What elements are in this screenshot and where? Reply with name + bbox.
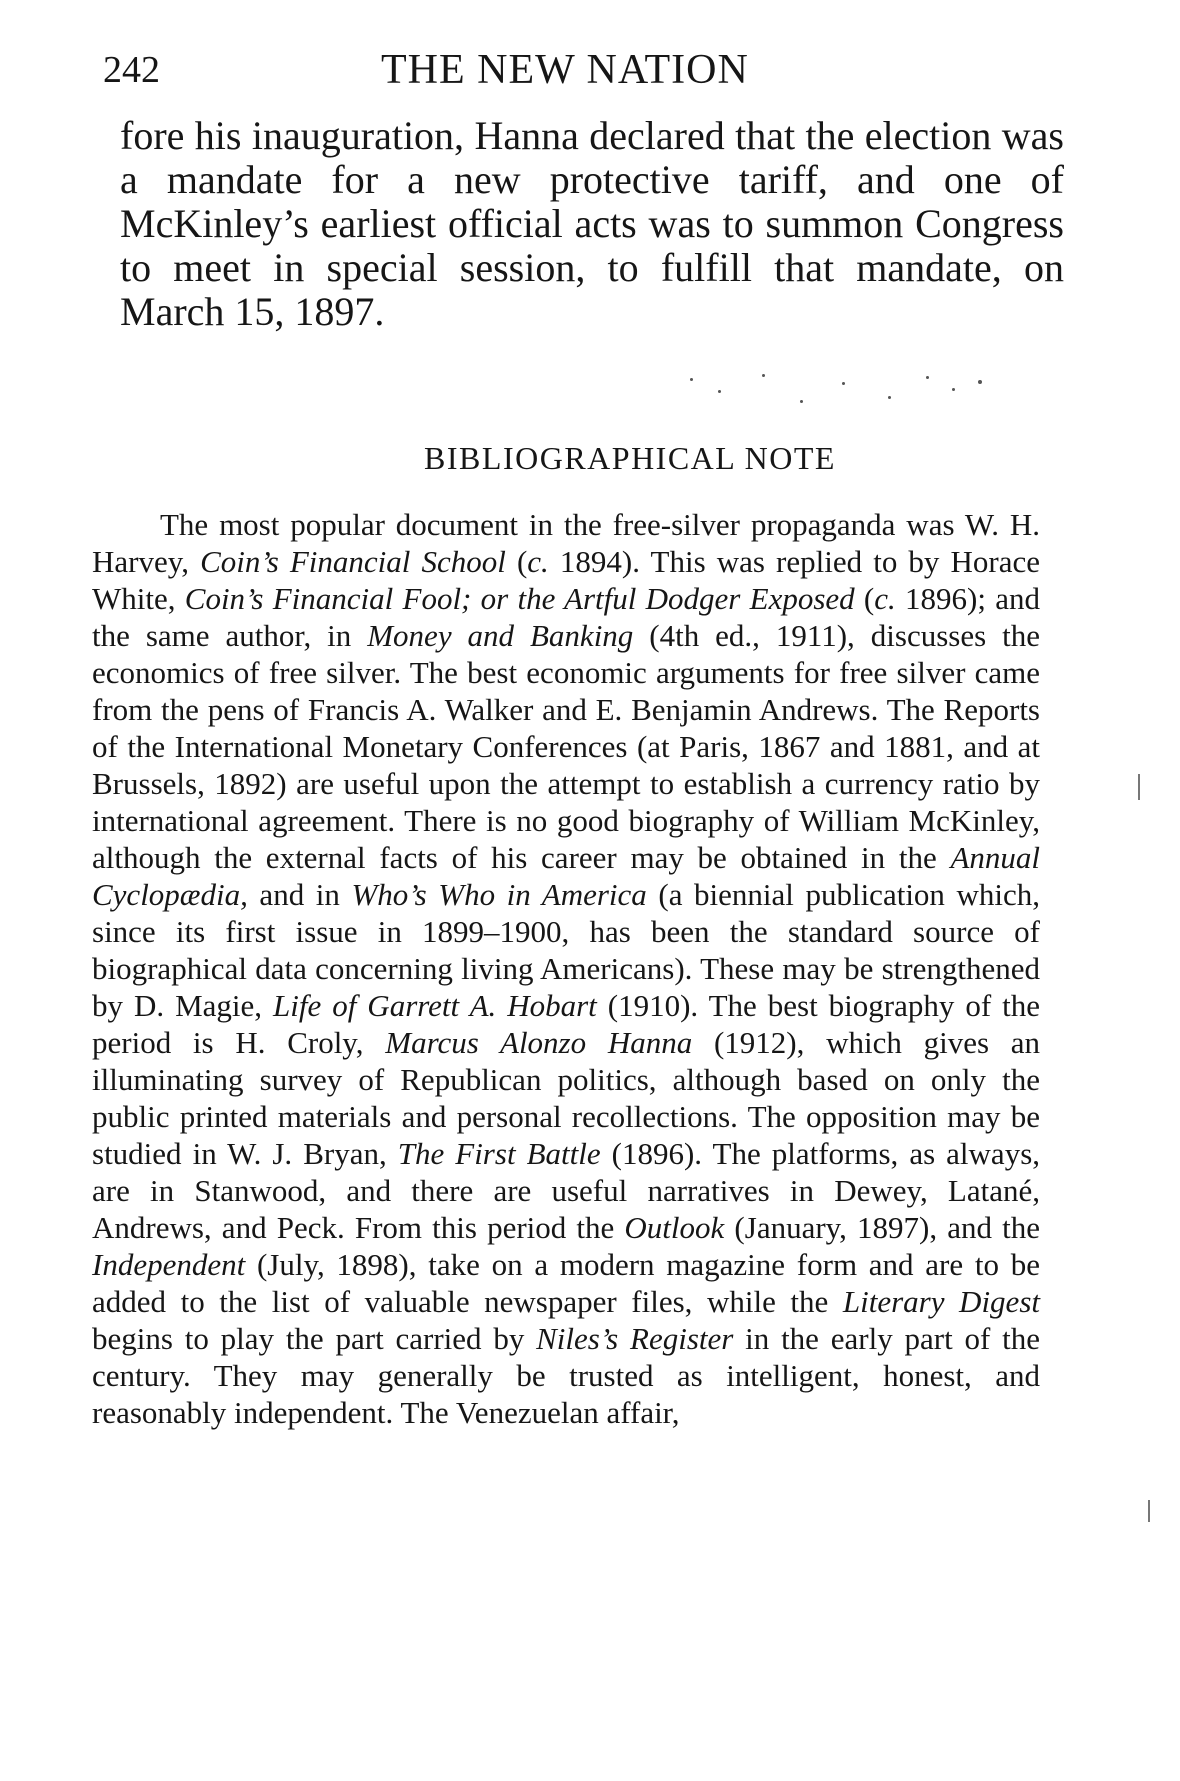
margin-mark <box>1148 1500 1150 1522</box>
text-segment: (July, 1898), take on a modern magazine form and are to be added to the list of valuable newspaper files, while the <box>92 1247 1040 1319</box>
text-segment: (1910). The best biography of the period is H. Croly, <box>92 988 1040 1060</box>
citation-title: The First Battle <box>397 1136 601 1171</box>
text-segment: (a biennial publication which, since its first issue in 1899–1900, has been the standard source of biographical data concerning living Americans). These may be strengthened by D. Magie, <box>92 877 1041 1023</box>
main-text-block <box>120 114 1064 334</box>
text-segment: ( <box>854 581 875 616</box>
citation-title: Annual Cyclopædia, <box>92 840 1040 912</box>
text-segment: begins to play the part carried by <box>92 1321 537 1356</box>
text-segment: and in <box>247 877 352 912</box>
text-segment: in the early part of the century. They may generally be trusted as intelligent, honest, and reasonably independent. The Venezuelan affair, <box>92 1321 1040 1430</box>
citation-title: c. <box>527 544 549 579</box>
citation-title: Outlook <box>624 1210 725 1245</box>
citation-title: Money and Banking <box>367 618 634 653</box>
text-segment: (1896). The platforms, as always, are in Stanwood, and there are useful narratives in Dewey, Latané, Andrews, and Peck. From this period the <box>92 1136 1041 1245</box>
text-segment: 1894). This was replied to by Horace White, <box>92 544 1041 616</box>
text-segment: (4th ed., 1911), discusses the economics of free silver. The best economic arguments for free silver came from the pens of Francis A. Walker and E. Benjamin Andrews. The Reports of the International Monetary Conferences (at Paris, 1867 and 1881, and at Brussels, 1892) are useful upon the attempt to establish a currency ratio by international agreement. There is no good biography of William McKinley, although the external facts of his career may be obtained in the <box>92 618 1040 875</box>
citation-title: Independent <box>92 1247 246 1282</box>
margin-mark <box>1138 774 1140 800</box>
citation-title: Life of Garrett A. Hobart <box>273 988 597 1023</box>
citation-title: Who’s Who in America <box>351 877 647 912</box>
page-header <box>103 46 1023 94</box>
text-segment: (January, 1897), and the <box>724 1210 1041 1245</box>
citation-title: Coin’s Financial Fool; or the Artful Dodger Exposed <box>184 581 855 616</box>
section-heading <box>0 438 1180 478</box>
text-segment: ( <box>505 544 528 579</box>
bibliography-block <box>92 506 1040 1431</box>
bibliography-paragraph <box>92 506 1040 1431</box>
running-head: THE NEW NATION <box>381 47 749 93</box>
text-segment: (1912), which gives an illuminating survey of Republican politics, although based on only the public printed materials and personal recollections. The opposition may be studied in W. J. Bryan, <box>92 1025 1041 1171</box>
scan-speckles <box>690 370 1090 420</box>
page-number: 242 <box>103 49 160 91</box>
citation-title: Literary Digest <box>842 1284 1040 1319</box>
section-heading-text: BIBLIOGRAPHICAL NOTE <box>424 440 836 476</box>
main-paragraph: fore his inauguration, Hanna declared that the election was a mandate for a new protective tariff, and one of McKinley’s earliest official acts was to summon Congress to meet in special session, to fulfill that mandate, on March 15, 1897. <box>120 113 1064 334</box>
citation-title: Coin’s Financial School <box>200 544 506 579</box>
citation-title: Marcus Alonzo Hanna <box>385 1025 693 1060</box>
citation-title: c. <box>874 581 896 616</box>
text-segment: 1896); and the same author, in <box>92 581 1040 653</box>
text-segment: The most popular document in the free-silver propaganda was W. H. Harvey, <box>92 507 1040 579</box>
citation-title: Niles’s Register <box>536 1321 734 1356</box>
